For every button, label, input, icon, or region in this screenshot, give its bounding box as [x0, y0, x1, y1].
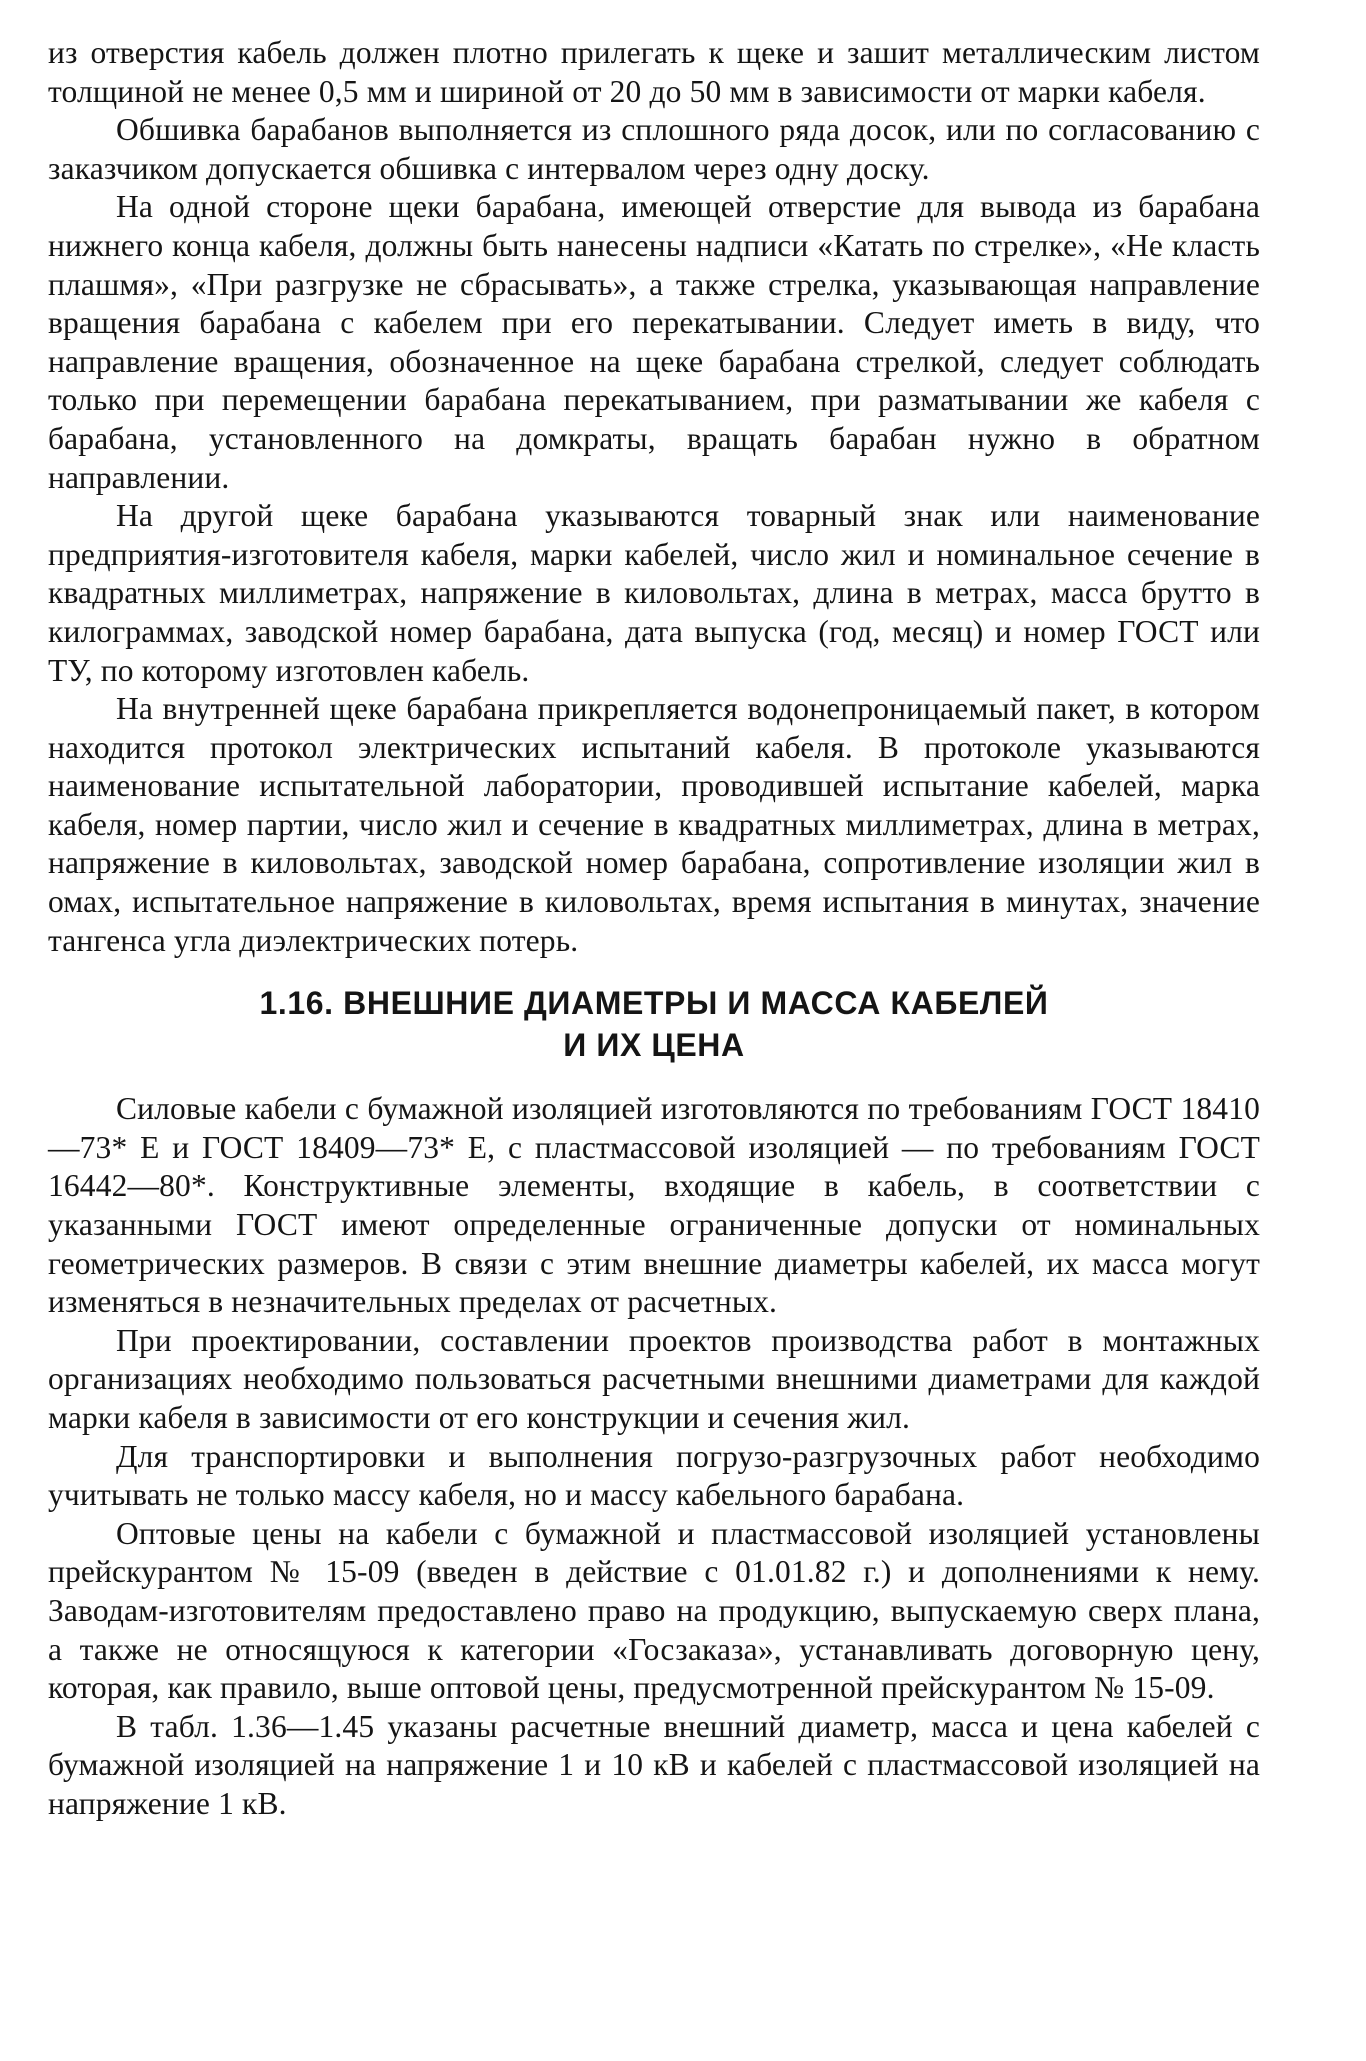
document-page [48, 34, 1260, 1824]
paragraph-tables-reference: В табл. 1.36—1.45 указаны расчетные внешний диаметр, масса и цена кабелей с бумажной изоляцией на напряжение 1 и 10 кВ и кабелей с пластмассовой изоляцией на напряжение 1 кВ. [48, 1708, 1260, 1821]
section-heading-line-2: И ИХ ЦЕНА [563, 1027, 745, 1064]
section-heading-line-1: 1.16. ВНЕШНИЕ ДИАМЕТРЫ И МАССА КАБЕЛЕЙ [259, 985, 1049, 1022]
paragraph-drum-inscriptions: На одной стороне щеки барабана, имеющей отверстие для вывода из барабана нижнего конца кабеля, должны быть нанесены надписи «Катать по стрелке», «Не класть плашмя», «При разгрузке не сбрасывать», а также стрелка, указывающая направление вращения барабана с кабелем при его перекатывании. Следует иметь в виду, что направление вращения, обозначенное на щеке барабана стрелкой, следует соблюдать только при перемещении барабана перекатыванием, при разматывании же кабеля с барабана, установленного на домкраты, вращать барабан нужно в обратном направлении. [48, 189, 1260, 495]
paragraph-cable-sealing: из отверстия кабель должен плотно прилегать к щеке и зашит металлическим листом толщиной не менее 0,5 мм и шириной от 20 до 50 мм в зависимости от марки кабеля. [48, 35, 1260, 109]
paragraph-drum-marking: На другой щеке барабана указываются товарный знак или наименование предприятия-изготовителя кабеля, марки кабелей, число жил и номинальное сечение в квадратных миллиметрах, напряжение в киловольтах, длина в метрах, масса брутто в килограммах, заводской номер барабана, дата выпуска (год, месяц) и номер ГОСТ или ТУ, по которому изготовлен кабель. [48, 498, 1260, 688]
paragraph-drum-sheathing: Обшивка барабанов выполняется из сплошного ряда досок, или по согласованию с заказчиком допускается обшивка с интервалом через одну доску. [48, 112, 1260, 186]
paragraph-wholesale-prices: Оптовые цены на кабели с бумажной и пластмассовой изоляцией установлены прейскурантом № 15-09 (введен в действие с 01.01.82 г.) и дополнениями к нему. Заводам-изготовителям предоставлено право на продукцию, выпускаемую сверх плана, а также не относящуюся к категории «Госзаказа», устанавливать договорную цену, которая, как правило, выше оптовой цены, предусмотренной прейскурантом № 15-09. [48, 1515, 1260, 1706]
paragraph-transport-mass: Для транспортировки и выполнения погрузо-разгрузочных работ необходимо учитывать не только массу кабеля, но и массу кабельного барабана. [48, 1438, 1260, 1513]
paragraph-gost-requirements: Силовые кабели с бумажной изоляцией изготовляются по требованиям ГОСТ 18410—73* Е и ГОСТ 18409—73* Е, с пластмассовой изоляцией — по требованиям ГОСТ 16442—80*. Конструктивные элементы, входящие в кабель, в соответствии с указанными ГОСТ имеют определенные ограниченные допуски от номинальных геометрических размеров. В связи с этим внешние диаметры кабелей, их масса могут изменяться в незначительных пределах от расчетных. [48, 1091, 1260, 1320]
section-heading [48, 982, 1260, 1066]
paragraph-test-protocol: На внутренней щеке барабана прикрепляется водонепроницаемый пакет, в котором находится протокол электрических испытаний кабеля. В протоколе указываются наименование испытательной лаборатории, проводившей испытание кабелей, марка кабеля, номер партии, число жил и сечение в квадратных миллиметрах, длина в метрах, напряжение в киловольтах, заводской номер барабана, сопротивление изоляции жил в омах, испытательное напряжение в киловольтах, время испытания в минутах, значение тангенса угла диэлектрических потерь. [48, 691, 1260, 958]
paragraph-design-diameters: При проектировании, составлении проектов производства работ в монтажных организациях необходимо пользоваться расчетными внешними диаметрами для каждой марки кабеля в зависимости от его конструкции и сечения жил. [48, 1322, 1260, 1435]
